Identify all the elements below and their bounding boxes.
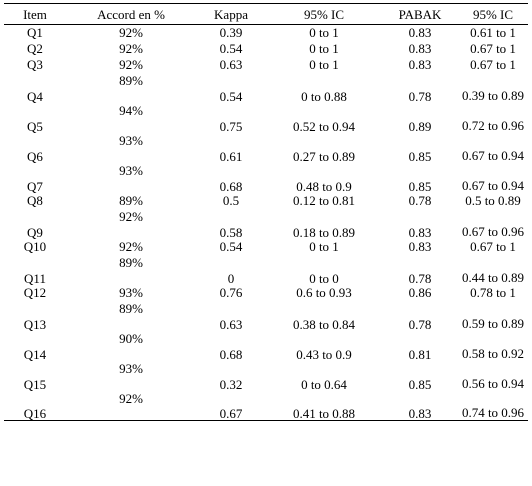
cell-accord: 89% [119,254,143,270]
table-row [4,285,528,301]
header-kappa: Kappa [196,4,266,25]
cell-kappa-ci: 0.27 to 0.89 [292,148,356,164]
cell-kappa: 0.63 [219,316,243,332]
cell-kappa: 0.32 [219,376,243,392]
cell-pabak-ci: 0.67 to 0.96 [461,223,525,239]
cell-pabak: 0.85 [408,178,432,194]
header-accord: Accord en % [66,4,196,25]
cell-kappa-ci: 0 to 0 [309,270,339,286]
cell-pabak: 0.83 [408,239,432,254]
cell-pabak: 0.81 [408,346,432,362]
cell-pabak: 0.83 [382,391,458,421]
cell-kappa: 0 [227,270,235,286]
cell-kappa-ci: 0.12 to 0.81 [292,193,356,208]
cell-item: Q15 [23,376,47,392]
cell-kappa-ci: 0 to 0.88 [301,88,347,104]
cell-pabak-ci: 0.39 to 0.89 [461,87,525,103]
header-kappa-ci: 95% IC [266,4,382,25]
cell-pabak-ci: 0.61 to 1 [470,25,516,41]
cell-item: Q8 [27,193,43,208]
table-row [4,25,528,41]
header-item: Item [4,4,66,25]
cell-item: Q3 [27,57,43,72]
cell-pabak-ci: 0.5 to 0.89 [465,193,521,208]
cell-kappa-ci: 0 to 1 [309,25,339,41]
cell-item: Q5 [27,118,43,134]
cell-pabak-ci: 0.67 to 0.94 [461,177,525,193]
table-row [4,133,528,163]
table-row [4,255,528,285]
cell-pabak: 0.83 [408,41,432,56]
cell-kappa: 0.54 [219,239,243,254]
cell-kappa: 0.5 [222,193,240,208]
cell-kappa: 0.67 [196,391,266,421]
cell-pabak: 0.85 [408,148,432,164]
table-row [4,57,528,73]
cell-kappa: 0.54 [219,41,243,56]
table-row [4,163,528,193]
cell-kappa-ci: 0.52 to 0.94 [292,118,356,134]
cell-kappa: 0.68 [219,346,243,362]
cell-pabak: 0.83 [408,57,432,72]
cell-kappa-ci: 0.38 to 0.84 [292,316,356,332]
cell-accord: 90% [119,330,143,346]
cell-item: Q16 [4,391,66,421]
cell-accord: 92% [119,25,143,41]
table-body [4,25,528,421]
cell-kappa: 0.63 [219,57,243,72]
table-row [4,73,528,103]
table-row [4,103,528,133]
cell-kappa: 0.58 [219,224,243,240]
table-row [4,41,528,57]
cell-pabak-ci: 0.56 to 0.94 [461,375,525,391]
cell-item: Q1 [27,25,43,41]
cell-kappa-ci: 0.41 to 0.88 [266,391,382,421]
cell-pabak: 0.78 [408,316,432,332]
cell-pabak-ci: 0.67 to 1 [470,239,516,254]
table-row [4,301,528,331]
cell-item: Q2 [27,41,43,56]
cell-accord: 93% [119,132,143,148]
table-row [4,331,528,361]
cell-pabak-ci: 0.78 to 1 [470,285,516,300]
cell-kappa-ci: 0 to 1 [309,41,339,56]
cell-item: Q12 [23,285,47,300]
cell-kappa-ci: 0 to 1 [309,239,339,254]
cell-pabak-ci: 0.67 to 1 [470,57,516,72]
cell-accord: 92% [119,57,143,72]
table-row [4,209,528,239]
cell-accord: 93% [119,162,143,178]
cell-pabak-ci: 0.74 to 0.96 [458,391,528,421]
cell-item: Q9 [27,224,43,240]
cell-item: Q6 [27,148,43,164]
cell-accord: 92% [66,391,196,421]
cell-pabak-ci: 0.58 to 0.92 [461,345,525,361]
cell-accord: 93% [119,285,143,300]
cell-accord: 94% [119,102,143,118]
table-row [4,193,528,209]
cell-item: Q7 [27,178,43,194]
cell-item: Q13 [23,316,47,332]
cell-kappa: 0.54 [219,88,243,104]
cell-accord: 92% [119,239,143,254]
cell-accord: 92% [119,208,143,224]
cell-accord: 89% [119,193,143,208]
cell-pabak-ci: 0.72 to 0.96 [461,117,525,133]
cell-accord: 93% [119,360,143,376]
cell-item: Q11 [24,270,46,286]
agreement-table [4,3,528,421]
cell-item: Q4 [27,88,43,104]
cell-kappa: 0.76 [219,285,243,300]
cell-kappa: 0.75 [219,118,243,134]
cell-item: Q14 [23,346,47,362]
cell-kappa: 0.39 [219,25,243,41]
cell-kappa-ci: 0.6 to 0.93 [296,285,352,300]
table-header [4,4,528,25]
cell-pabak: 0.85 [408,376,432,392]
header-row [4,4,528,25]
table-row [4,239,528,255]
header-pabak: PABAK [382,4,458,25]
cell-pabak: 0.83 [408,224,432,240]
cell-kappa-ci: 0.43 to 0.9 [296,346,352,362]
header-pabak-ci: 95% IC [458,4,528,25]
cell-pabak: 0.78 [408,193,432,208]
cell-pabak: 0.83 [408,25,432,41]
cell-pabak-ci: 0.59 to 0.89 [461,315,525,331]
table-row [4,361,528,391]
cell-pabak: 0.86 [408,285,432,300]
cell-kappa-ci: 0 to 1 [309,57,339,72]
cell-pabak: 0.78 [408,88,432,104]
cell-pabak-ci: 0.67 to 1 [470,41,516,56]
cell-kappa: 0.68 [219,178,243,194]
cell-kappa: 0.61 [219,148,243,164]
cell-pabak-ci: 0.67 to 0.94 [461,147,525,163]
cell-accord: 92% [119,41,143,56]
cell-accord: 89% [119,300,143,316]
cell-pabak: 0.78 [408,270,432,286]
cell-pabak-ci: 0.44 to 0.89 [461,269,525,285]
cell-accord: 89% [119,72,143,88]
table-row [4,391,528,421]
cell-kappa-ci: 0.48 to 0.9 [296,178,352,194]
cell-kappa-ci: 0.18 to 0.89 [292,224,356,240]
cell-pabak: 0.89 [408,118,432,134]
cell-kappa-ci: 0 to 0.64 [301,376,347,392]
cell-item: Q10 [23,239,47,254]
